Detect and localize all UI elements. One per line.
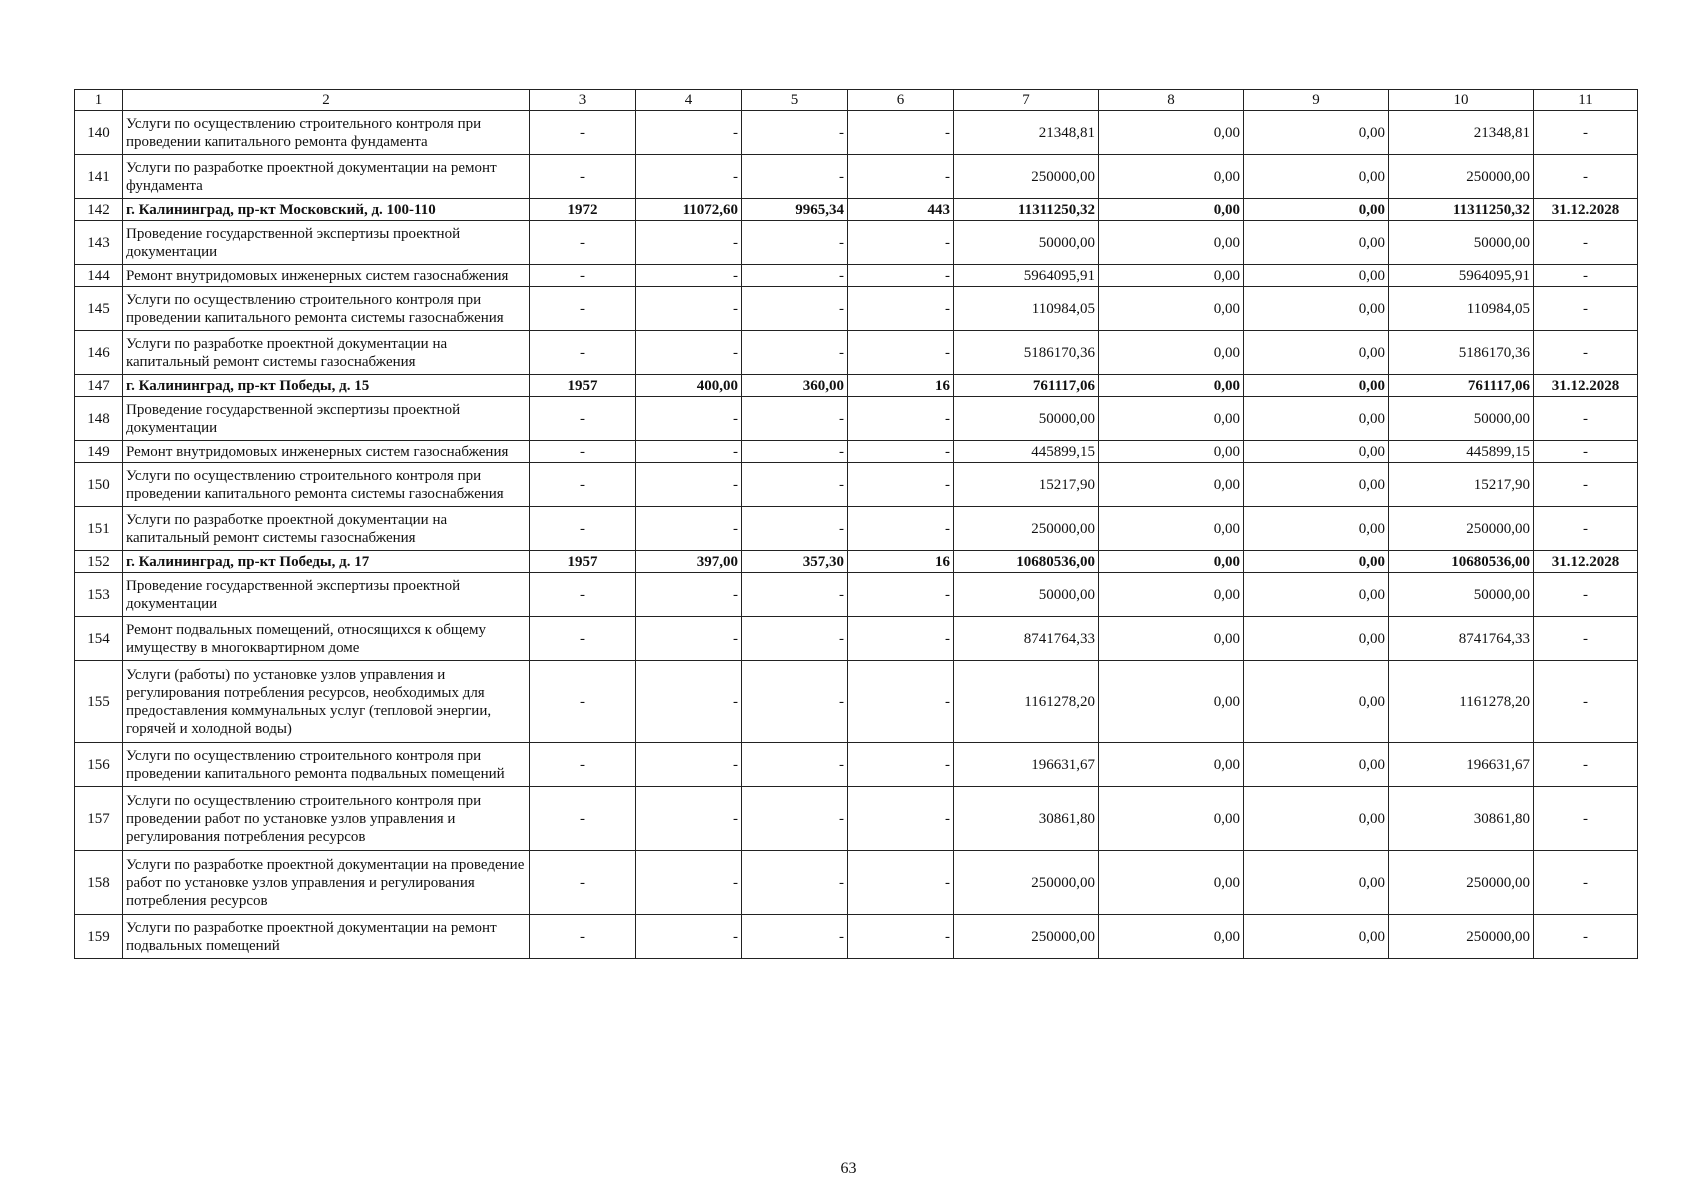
work-item-row: [75, 851, 1638, 915]
total-area-cell: -: [636, 617, 742, 661]
build-year-cell: -: [530, 441, 636, 463]
deadline-cell: -: [1534, 851, 1638, 915]
row-name: Услуги по осуществлению строительного контроля при проведении капитального ремонта фундамента: [123, 111, 530, 155]
build-year-cell: -: [530, 787, 636, 851]
living-area-cell: -: [742, 463, 848, 507]
work-item-row: [75, 265, 1638, 287]
build-year-cell: -: [530, 463, 636, 507]
row-number: 142: [75, 199, 123, 221]
total-cost-cell: 30861,80: [954, 787, 1099, 851]
fund-a-cell: 0,00: [1099, 265, 1244, 287]
row-name: г. Калининград, пр-кт Победы, д. 17: [123, 551, 530, 573]
residents-cell: -: [848, 441, 954, 463]
total-area-cell: -: [636, 397, 742, 441]
work-item-row: [75, 111, 1638, 155]
fund-b-cell: 0,00: [1244, 265, 1389, 287]
fund-a-cell: 0,00: [1099, 463, 1244, 507]
row-name: г. Калининград, пр-кт Победы, д. 15: [123, 375, 530, 397]
row-name: Услуги по осуществлению строительного контроля при проведении капитального ремонта подвальных помещений: [123, 743, 530, 787]
deadline-cell: -: [1534, 155, 1638, 199]
fund-b-cell: 0,00: [1244, 787, 1389, 851]
total-cost-cell: 250000,00: [954, 915, 1099, 959]
total-cost-cell: 761117,06: [954, 375, 1099, 397]
fund-a-cell: 0,00: [1099, 397, 1244, 441]
row-name: Услуги (работы) по установке узлов управления и регулирования потребления ресурсов, необходимых для предоставления коммунальных услуг (тепловой энергии, горячей и холодной воды): [123, 661, 530, 743]
row-name: Услуги по разработке проектной документации на ремонт подвальных помещений: [123, 915, 530, 959]
capital-repair-table: [74, 89, 1638, 959]
work-item-row: [75, 441, 1638, 463]
living-area-cell: -: [742, 573, 848, 617]
residents-cell: 16: [848, 375, 954, 397]
total-cost-cell: 110984,05: [954, 287, 1099, 331]
fund-b-cell: 0,00: [1244, 743, 1389, 787]
living-area-cell: -: [742, 331, 848, 375]
fund-a-cell: 0,00: [1099, 155, 1244, 199]
deadline-cell: -: [1534, 287, 1638, 331]
work-item-row: [75, 915, 1638, 959]
fund-a-cell: 0,00: [1099, 851, 1244, 915]
fund-b-cell: 0,00: [1244, 221, 1389, 265]
residents-cell: -: [848, 573, 954, 617]
build-year-cell: -: [530, 573, 636, 617]
fund-a-cell: 0,00: [1099, 787, 1244, 851]
deadline-cell: -: [1534, 441, 1638, 463]
living-area-cell: -: [742, 441, 848, 463]
work-item-row: [75, 573, 1638, 617]
deadline-cell: 31.12.2028: [1534, 375, 1638, 397]
row-number: 149: [75, 441, 123, 463]
fund-a-cell: 0,00: [1099, 915, 1244, 959]
total-cost-cell: 196631,67: [954, 743, 1099, 787]
build-year-cell: -: [530, 507, 636, 551]
owners-funds-cell: 11311250,32: [1389, 199, 1534, 221]
work-item-row: [75, 331, 1638, 375]
living-area-cell: 360,00: [742, 375, 848, 397]
fund-b-cell: 0,00: [1244, 463, 1389, 507]
living-area-cell: -: [742, 287, 848, 331]
work-item-row: [75, 155, 1638, 199]
fund-a-cell: 0,00: [1099, 221, 1244, 265]
deadline-cell: -: [1534, 507, 1638, 551]
row-number: 153: [75, 573, 123, 617]
total-cost-cell: 8741764,33: [954, 617, 1099, 661]
total-area-cell: -: [636, 463, 742, 507]
row-name: Ремонт подвальных помещений, относящихся к общему имуществу в многоквартирном доме: [123, 617, 530, 661]
build-year-cell: -: [530, 331, 636, 375]
owners-funds-cell: 1161278,20: [1389, 661, 1534, 743]
fund-b-cell: 0,00: [1244, 851, 1389, 915]
row-number: 143: [75, 221, 123, 265]
fund-a-cell: 0,00: [1099, 617, 1244, 661]
fund-a-cell: 0,00: [1099, 441, 1244, 463]
row-number: 140: [75, 111, 123, 155]
fund-b-cell: 0,00: [1244, 617, 1389, 661]
living-area-cell: -: [742, 507, 848, 551]
residents-cell: -: [848, 331, 954, 375]
column-number-header: 2: [123, 90, 530, 111]
fund-b-cell: 0,00: [1244, 199, 1389, 221]
living-area-cell: -: [742, 915, 848, 959]
work-item-row: [75, 397, 1638, 441]
total-area-cell: 400,00: [636, 375, 742, 397]
owners-funds-cell: 50000,00: [1389, 221, 1534, 265]
total-area-cell: -: [636, 851, 742, 915]
deadline-cell: -: [1534, 463, 1638, 507]
residents-cell: -: [848, 265, 954, 287]
fund-b-cell: 0,00: [1244, 331, 1389, 375]
living-area-cell: -: [742, 221, 848, 265]
column-number-header: 5: [742, 90, 848, 111]
build-year-cell: -: [530, 915, 636, 959]
owners-funds-cell: 50000,00: [1389, 397, 1534, 441]
column-number-header: 6: [848, 90, 954, 111]
living-area-cell: -: [742, 617, 848, 661]
total-area-cell: -: [636, 573, 742, 617]
deadline-cell: -: [1534, 743, 1638, 787]
build-year-cell: -: [530, 265, 636, 287]
deadline-cell: 31.12.2028: [1534, 199, 1638, 221]
work-item-row: [75, 507, 1638, 551]
fund-b-cell: 0,00: [1244, 111, 1389, 155]
fund-a-cell: 0,00: [1099, 573, 1244, 617]
residents-cell: -: [848, 507, 954, 551]
work-item-row: [75, 221, 1638, 265]
living-area-cell: -: [742, 851, 848, 915]
total-cost-cell: 250000,00: [954, 851, 1099, 915]
total-area-cell: -: [636, 331, 742, 375]
deadline-cell: -: [1534, 617, 1638, 661]
build-year-cell: -: [530, 661, 636, 743]
build-year-cell: -: [530, 111, 636, 155]
living-area-cell: -: [742, 661, 848, 743]
deadline-cell: -: [1534, 265, 1638, 287]
total-area-cell: -: [636, 743, 742, 787]
owners-funds-cell: 8741764,33: [1389, 617, 1534, 661]
column-number-header: 4: [636, 90, 742, 111]
residents-cell: 443: [848, 199, 954, 221]
row-number: 141: [75, 155, 123, 199]
row-name: г. Калининград, пр-кт Московский, д. 100-110: [123, 199, 530, 221]
owners-funds-cell: 761117,06: [1389, 375, 1534, 397]
residents-cell: -: [848, 397, 954, 441]
row-number: 159: [75, 915, 123, 959]
deadline-cell: 31.12.2028: [1534, 551, 1638, 573]
total-cost-cell: 11311250,32: [954, 199, 1099, 221]
owners-funds-cell: 110984,05: [1389, 287, 1534, 331]
row-name: Услуги по разработке проектной документации на ремонт фундамента: [123, 155, 530, 199]
fund-b-cell: 0,00: [1244, 441, 1389, 463]
row-name: Проведение государственной экспертизы проектной документации: [123, 221, 530, 265]
residents-cell: -: [848, 617, 954, 661]
work-item-row: [75, 463, 1638, 507]
owners-funds-cell: 30861,80: [1389, 787, 1534, 851]
row-number: 147: [75, 375, 123, 397]
total-cost-cell: 15217,90: [954, 463, 1099, 507]
owners-funds-cell: 5964095,91: [1389, 265, 1534, 287]
total-area-cell: -: [636, 265, 742, 287]
fund-a-cell: 0,00: [1099, 551, 1244, 573]
fund-b-cell: 0,00: [1244, 287, 1389, 331]
row-name: Услуги по осуществлению строительного контроля при проведении работ по установке узлов управления и регулирования потребления ресурсов: [123, 787, 530, 851]
address-row: [75, 375, 1638, 397]
owners-funds-cell: 445899,15: [1389, 441, 1534, 463]
work-item-row: [75, 661, 1638, 743]
total-area-cell: -: [636, 507, 742, 551]
row-name: Услуги по осуществлению строительного контроля при проведении капитального ремонта системы газоснабжения: [123, 287, 530, 331]
row-name: Ремонт внутридомовых инженерных систем газоснабжения: [123, 441, 530, 463]
row-name: Проведение государственной экспертизы проектной документации: [123, 397, 530, 441]
row-name: Услуги по разработке проектной документации на капитальный ремонт системы газоснабжения: [123, 507, 530, 551]
column-number-header: 11: [1534, 90, 1638, 111]
build-year-cell: 1957: [530, 551, 636, 573]
residents-cell: -: [848, 287, 954, 331]
row-number: 155: [75, 661, 123, 743]
row-name: Услуги по осуществлению строительного контроля при проведении капитального ремонта системы газоснабжения: [123, 463, 530, 507]
residents-cell: -: [848, 851, 954, 915]
deadline-cell: -: [1534, 661, 1638, 743]
owners-funds-cell: 50000,00: [1389, 573, 1534, 617]
residents-cell: -: [848, 221, 954, 265]
living-area-cell: -: [742, 743, 848, 787]
column-number-header: 7: [954, 90, 1099, 111]
total-area-cell: -: [636, 661, 742, 743]
owners-funds-cell: 250000,00: [1389, 915, 1534, 959]
fund-a-cell: 0,00: [1099, 287, 1244, 331]
row-name: Услуги по разработке проектной документации на капитальный ремонт системы газоснабжения: [123, 331, 530, 375]
build-year-cell: -: [530, 617, 636, 661]
fund-a-cell: 0,00: [1099, 743, 1244, 787]
work-item-row: [75, 617, 1638, 661]
total-cost-cell: 1161278,20: [954, 661, 1099, 743]
build-year-cell: -: [530, 155, 636, 199]
row-number: 152: [75, 551, 123, 573]
total-cost-cell: 50000,00: [954, 221, 1099, 265]
row-name: Услуги по разработке проектной документации на проведение работ по установке узлов управления и регулирования потребления ресурсов: [123, 851, 530, 915]
owners-funds-cell: 10680536,00: [1389, 551, 1534, 573]
row-name: Ремонт внутридомовых инженерных систем газоснабжения: [123, 265, 530, 287]
fund-b-cell: 0,00: [1244, 397, 1389, 441]
total-area-cell: -: [636, 221, 742, 265]
deadline-cell: -: [1534, 915, 1638, 959]
fund-b-cell: 0,00: [1244, 551, 1389, 573]
column-number-header: 1: [75, 90, 123, 111]
table-body: [75, 111, 1638, 959]
row-number: 156: [75, 743, 123, 787]
fund-a-cell: 0,00: [1099, 507, 1244, 551]
total-cost-cell: 21348,81: [954, 111, 1099, 155]
build-year-cell: 1972: [530, 199, 636, 221]
fund-b-cell: 0,00: [1244, 507, 1389, 551]
owners-funds-cell: 250000,00: [1389, 155, 1534, 199]
owners-funds-cell: 15217,90: [1389, 463, 1534, 507]
build-year-cell: -: [530, 287, 636, 331]
deadline-cell: -: [1534, 397, 1638, 441]
fund-a-cell: 0,00: [1099, 111, 1244, 155]
owners-funds-cell: 250000,00: [1389, 851, 1534, 915]
total-area-cell: -: [636, 287, 742, 331]
fund-a-cell: 0,00: [1099, 661, 1244, 743]
living-area-cell: -: [742, 155, 848, 199]
residents-cell: -: [848, 661, 954, 743]
build-year-cell: 1957: [530, 375, 636, 397]
living-area-cell: 357,30: [742, 551, 848, 573]
column-number-header: 3: [530, 90, 636, 111]
fund-b-cell: 0,00: [1244, 661, 1389, 743]
work-item-row: [75, 743, 1638, 787]
residents-cell: -: [848, 743, 954, 787]
total-cost-cell: 5964095,91: [954, 265, 1099, 287]
total-area-cell: -: [636, 787, 742, 851]
living-area-cell: -: [742, 397, 848, 441]
deadline-cell: -: [1534, 331, 1638, 375]
living-area-cell: -: [742, 787, 848, 851]
fund-a-cell: 0,00: [1099, 331, 1244, 375]
address-row: [75, 199, 1638, 221]
residents-cell: -: [848, 915, 954, 959]
row-name: Проведение государственной экспертизы проектной документации: [123, 573, 530, 617]
residents-cell: -: [848, 463, 954, 507]
fund-b-cell: 0,00: [1244, 573, 1389, 617]
deadline-cell: -: [1534, 787, 1638, 851]
total-area-cell: 11072,60: [636, 199, 742, 221]
total-area-cell: -: [636, 155, 742, 199]
deadline-cell: -: [1534, 573, 1638, 617]
owners-funds-cell: 196631,67: [1389, 743, 1534, 787]
total-cost-cell: 445899,15: [954, 441, 1099, 463]
total-cost-cell: 50000,00: [954, 573, 1099, 617]
row-number: 158: [75, 851, 123, 915]
total-cost-cell: 10680536,00: [954, 551, 1099, 573]
column-number-header: 10: [1389, 90, 1534, 111]
row-number: 157: [75, 787, 123, 851]
row-number: 150: [75, 463, 123, 507]
owners-funds-cell: 5186170,36: [1389, 331, 1534, 375]
residents-cell: -: [848, 111, 954, 155]
fund-a-cell: 0,00: [1099, 199, 1244, 221]
column-number-header: 8: [1099, 90, 1244, 111]
residents-cell: 16: [848, 551, 954, 573]
living-area-cell: 9965,34: [742, 199, 848, 221]
residents-cell: -: [848, 155, 954, 199]
column-number-header-row: [75, 90, 1638, 111]
fund-a-cell: 0,00: [1099, 375, 1244, 397]
total-cost-cell: 250000,00: [954, 155, 1099, 199]
fund-b-cell: 0,00: [1244, 375, 1389, 397]
total-area-cell: -: [636, 111, 742, 155]
build-year-cell: -: [530, 743, 636, 787]
owners-funds-cell: 21348,81: [1389, 111, 1534, 155]
fund-b-cell: 0,00: [1244, 155, 1389, 199]
work-item-row: [75, 787, 1638, 851]
total-cost-cell: 250000,00: [954, 507, 1099, 551]
page-number: 63: [840, 1160, 857, 1177]
row-number: 145: [75, 287, 123, 331]
address-row: [75, 551, 1638, 573]
deadline-cell: -: [1534, 111, 1638, 155]
total-area-cell: -: [636, 441, 742, 463]
build-year-cell: -: [530, 397, 636, 441]
deadline-cell: -: [1534, 221, 1638, 265]
row-number: 146: [75, 331, 123, 375]
living-area-cell: -: [742, 111, 848, 155]
row-number: 154: [75, 617, 123, 661]
column-number-header: 9: [1244, 90, 1389, 111]
total-area-cell: 397,00: [636, 551, 742, 573]
build-year-cell: -: [530, 221, 636, 265]
residents-cell: -: [848, 787, 954, 851]
fund-b-cell: 0,00: [1244, 915, 1389, 959]
total-cost-cell: 50000,00: [954, 397, 1099, 441]
total-area-cell: -: [636, 915, 742, 959]
row-number: 148: [75, 397, 123, 441]
total-cost-cell: 5186170,36: [954, 331, 1099, 375]
row-number: 151: [75, 507, 123, 551]
build-year-cell: -: [530, 851, 636, 915]
living-area-cell: -: [742, 265, 848, 287]
owners-funds-cell: 250000,00: [1389, 507, 1534, 551]
row-number: 144: [75, 265, 123, 287]
work-item-row: [75, 287, 1638, 331]
